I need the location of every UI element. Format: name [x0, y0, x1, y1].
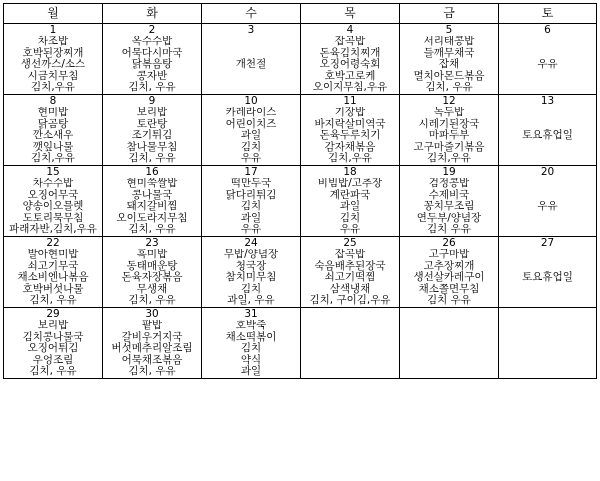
weekday-header-fri: 금: [400, 4, 499, 24]
day-number: 24: [244, 237, 258, 249]
day-number: 29: [46, 308, 60, 320]
day-menu-container: [202, 320, 300, 378]
calendar-day-cell: [4, 237, 103, 308]
day-number: [499, 308, 596, 320]
day-menu-container: [103, 36, 201, 94]
day-menu-text: 현미밥 닭곰탕 깐소새우 깻잎나물 김치,우유: [31, 107, 75, 165]
calendar-day-cell: [400, 237, 499, 308]
day-number: 23: [145, 237, 159, 249]
day-menu-container: [202, 107, 300, 165]
day-number: 6: [544, 24, 551, 36]
day-menu-container: [202, 178, 300, 236]
calendar-day-cell: [202, 166, 301, 237]
day-menu-text: 잡곡밥 숙음배추된장국 쇠고기떡찜 삼색냉채 김치, 구이김,우유: [309, 249, 391, 307]
day-menu-text: 보리밥 토란탕 조기튀김 참나물무침 김치, 우유: [126, 107, 178, 165]
day-number: 31: [244, 308, 258, 320]
day-number: 13: [540, 95, 555, 107]
day-menu-text: 우유: [537, 200, 558, 213]
day-menu-container: [4, 249, 102, 307]
calendar-day-cell: [499, 237, 597, 308]
calendar-day-cell: [103, 237, 202, 308]
day-number: 15: [46, 166, 60, 178]
day-menu-text: 흑미밥 동태매운탕 돈육자장볶음 무생채 김치, 우유: [121, 249, 183, 307]
day-menu-container: [499, 36, 596, 94]
day-number: 9: [148, 95, 156, 107]
day-number: 22: [46, 237, 60, 249]
calendar-day-cell: [301, 166, 400, 237]
day-menu-text: 잡곡밥 돈육김치찌개 오징어령숙회 호박고로케 오이지무침,우유: [312, 36, 388, 94]
day-menu-container: [4, 320, 102, 378]
calendar-week-row: [4, 24, 597, 95]
day-number: 26: [442, 237, 456, 249]
weekday-header-tue: 화: [103, 4, 202, 24]
day-menu-container: [301, 107, 399, 165]
day-menu-text: 토요휴업일: [522, 271, 573, 284]
calendar-day-cell: [301, 308, 400, 379]
calendar-day-cell: [4, 308, 103, 379]
day-number: 12: [442, 95, 456, 107]
day-number: 10: [244, 95, 258, 107]
calendar-day-cell: [499, 166, 597, 237]
calendar-day-cell: [202, 308, 301, 379]
day-number: 3: [247, 24, 255, 36]
calendar-day-cell: [4, 166, 103, 237]
day-menu-text: 기장밥 바지락살미역국 돈육두루치기 감자채볶음 김치,우유: [314, 107, 386, 165]
day-menu-container: [499, 107, 596, 165]
calendar-day-cell: [103, 308, 202, 379]
calendar-day-cell: [400, 95, 499, 166]
day-menu-text: 발아현미밥 쇠고기무국 채소비엔나볶음 호박버섯나물 김치, 우유: [17, 249, 89, 307]
day-menu-text: 무밥/양념장 청국장 참치미무침 김치 과일, 우유: [223, 249, 279, 307]
day-menu-container: [400, 107, 498, 165]
day-menu-container: [4, 178, 102, 236]
day-menu-text: 토요휴업일: [522, 129, 573, 142]
day-number: 8: [49, 95, 57, 107]
day-menu-container: [4, 107, 102, 165]
day-menu-text: 호박죽 채소떡볶이 김치 약식 과일: [225, 320, 277, 378]
day-menu-container: [301, 249, 399, 307]
day-menu-text: 팥밥 갈비우거지국 버섯메추리알조림 어묵채조볶음 김치, 우유: [111, 320, 193, 378]
day-number: 27: [540, 237, 555, 249]
calendar-day-cell: [301, 237, 400, 308]
day-menu-text: 우유: [537, 58, 558, 71]
weekday-header-wed: 수: [202, 4, 301, 24]
calendar-day-cell: [301, 95, 400, 166]
day-menu-container: [103, 320, 201, 378]
day-menu-container: [400, 320, 498, 378]
day-menu-container: [400, 178, 498, 236]
day-number: 25: [343, 237, 357, 249]
day-number: 4: [346, 24, 354, 36]
day-menu-container: [301, 320, 399, 378]
day-menu-container: [202, 36, 300, 94]
calendar-week-row: [4, 95, 597, 166]
calendar-day-cell: [202, 237, 301, 308]
lunch-menu-calendar: [3, 3, 597, 379]
calendar-day-cell: [499, 95, 597, 166]
calendar-week-row: [4, 166, 597, 237]
calendar-day-cell: [103, 95, 202, 166]
weekday-header-thu: 목: [301, 4, 400, 24]
day-number: 2: [148, 24, 156, 36]
calendar-day-cell: [4, 24, 103, 95]
day-menu-container: [103, 178, 201, 236]
day-menu-text: 떡만두국 닭다리튀김 김치 과일 우유: [225, 178, 277, 236]
day-menu-container: [103, 107, 201, 165]
day-number: 30: [145, 308, 159, 320]
calendar-week-row: [4, 237, 597, 308]
weekday-header-mon: 월: [4, 4, 103, 24]
day-menu-container: [4, 36, 102, 94]
day-number: [301, 308, 399, 320]
day-menu-container: [499, 178, 596, 236]
day-number: 20: [540, 166, 555, 178]
calendar-day-cell: [400, 24, 499, 95]
calendar-day-cell: [301, 24, 400, 95]
day-menu-container: [301, 36, 399, 94]
day-menu-text: 보리밥 김치콩나물국 오징어튀김 우엉조림 김치, 우유: [22, 320, 84, 378]
day-menu-container: [202, 249, 300, 307]
day-number: 5: [445, 24, 453, 36]
day-menu-container: [103, 249, 201, 307]
day-menu-container: [499, 249, 596, 307]
calendar-day-cell: [202, 24, 301, 95]
day-number: 17: [244, 166, 258, 178]
calendar-day-cell: [4, 95, 103, 166]
day-number: 16: [145, 166, 159, 178]
day-menu-text: 고구마밥 고추장찌개 생선살카레구이 채소쫄면무침 김치 우유: [413, 249, 485, 307]
day-menu-text: 개천절: [235, 58, 267, 71]
day-menu-text: 차조밥 호박된장찌개 생선까스/소스 시금치무침 김치,우유: [20, 36, 86, 94]
calendar-day-cell: [103, 166, 202, 237]
calendar-day-cell: [400, 166, 499, 237]
day-menu-container: [499, 320, 596, 378]
day-menu-text: 비빔밥/고추장 계란파국 과일 김치 우유: [317, 178, 383, 236]
day-menu-text: 현미쑥쌀밥 콩나물국 돼지갈비찜 오이도라지무침 김치, 우유: [116, 178, 188, 236]
day-number: [400, 308, 498, 320]
day-menu-text: 차수수밥 오징어무국 양송이오믈렛 도토리묵무침 파래자반,김치,우유: [9, 178, 97, 236]
day-number: 19: [442, 166, 456, 178]
calendar-day-cell: [202, 95, 301, 166]
calendar-day-cell: [103, 24, 202, 95]
day-number: 1: [49, 24, 57, 36]
calendar-day-cell: [499, 24, 597, 95]
day-menu-container: [301, 178, 399, 236]
day-menu-container: [400, 249, 498, 307]
weekday-header-row: [4, 4, 597, 24]
calendar-week-row: [4, 308, 597, 379]
day-number: 11: [343, 95, 357, 107]
weekday-header-sat: 토: [499, 4, 597, 24]
day-menu-text: 녹두밥 시레기된장국 마파두부 고구마줄기볶음 김치,우유: [413, 107, 485, 165]
day-menu-text: 옥수수밥 어묵다시마국 닭볶음탕 콩자반 김치, 우유: [121, 36, 183, 94]
day-menu-text: 카레라이스 어린이치즈 과일 김치 우유: [225, 107, 277, 165]
day-menu-container: [400, 36, 498, 94]
day-number: 18: [343, 166, 357, 178]
calendar-day-cell: [400, 308, 499, 379]
day-menu-text: 검정콩밥 수제비국 꽁치무조림 연두부/양념장 김치 우유: [416, 178, 482, 236]
calendar-day-cell: [499, 308, 597, 379]
day-menu-text: 서리태콩밥 들깨무채국 잡채 멸치아몬드볶음 김치, 우유: [413, 36, 485, 94]
